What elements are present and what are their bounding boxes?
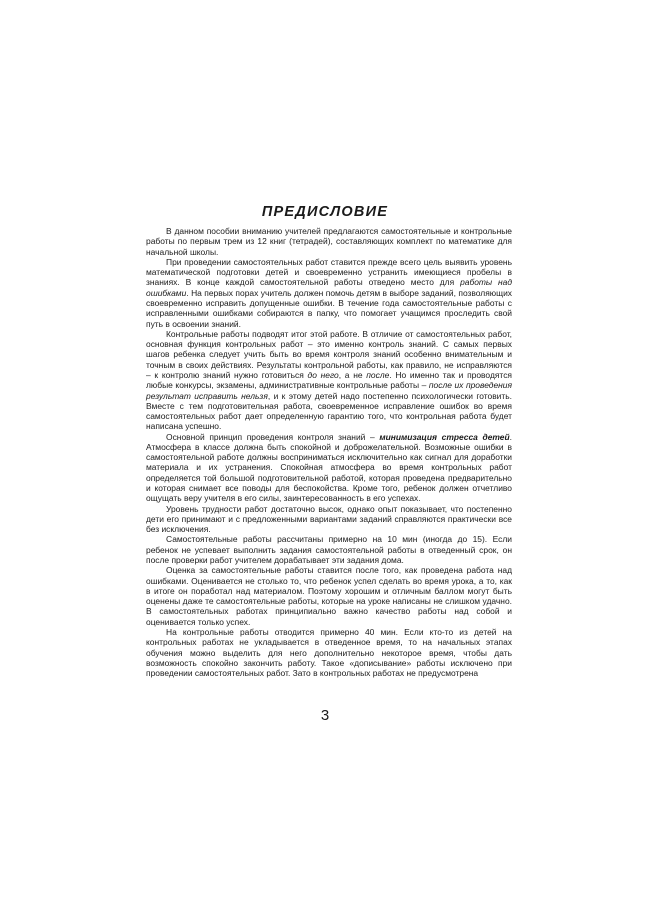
- paragraph-2-emphasis: работы над ошибками: [146, 277, 512, 298]
- paragraph-3-emphasis-2: после: [366, 369, 390, 380]
- paragraph-3-text-c: . Но именно так и проводятся любые конкурсы, экзамены, административные контрольные работы –: [146, 369, 512, 391]
- paragraph-5-text: Уровень трудности работ достаточно высок, однако опыт показывает, что постепенно дети его принимают и с предложенными вариантами заданий справляются практически все без исключения.: [146, 503, 512, 535]
- paragraph-5: [146, 504, 512, 535]
- paragraph-8-text: На контрольные работы отводится примерно 40 мин. Если кто-то из детей на контрольных работах не укладывается в отведенное время, то на начальных этапах обучения можно выделить для него дополнительно некоторое время, чтобы дать возможность спокойно закончить работу. Такое «дописывание» работы исключено при проведении самостоятельных работ. Зато в контрольных работах не предусмотрена: [146, 626, 512, 679]
- page-number: 3: [320, 707, 330, 724]
- paragraph-3-emphasis-3: после их проведения результат исправить нельзя: [146, 380, 512, 401]
- paragraph-2-text-a: При проведении самостоятельных работ ставится прежде всего цель выявить уровень математической подготовки детей и своевременно устранить имеющиеся пробелы в знаниях. В конце каждой самостоятельной работы отведено место для: [146, 256, 512, 288]
- paragraph-3-text-a: Контрольные работы подводят итог этой работе. В отличие от самостоятельных работ, основная функция контрольных работ – это именно контроль знаний. С самых первых шагов ребенка следует учить быть во время контроля знаний особенно внимательным и точным в своих действиях. Результаты контрольной работы, как правило, не исправляются – к контролю знаний нужно готовиться: [146, 328, 512, 380]
- paragraph-3: [146, 329, 512, 432]
- paragraph-1-text: В данном пособии вниманию учителей предлагаются самостоятельные и контрольные работы по первым трем из 12 книг (тетрадей), составляющих комплект по математике для начальной школы.: [146, 226, 512, 257]
- paragraph-7-text: Оценка за самостоятельные работы ставится после того, как проведена работа над ошибками. Оценивается не столько то, что ребенок успел сделать во время урока, а то, как в итоге он поработал над материалом. Поэтому хорошим и отличным баллом могут быть оценены даже те самостоятельные работы, которые на уроке написаны не слишком удачно. В самостоятельных работах принципиально важно качество работы над собой и оценивается только успех.: [146, 565, 512, 627]
- paragraph-2: [146, 257, 512, 329]
- page-title: ПРЕДИСЛОВИЕ: [261, 204, 389, 220]
- paragraph-3-text-d: , и к этому детей надо постепенно психологически готовить. Вместе с тем подготовительная работа, своевременное исправление ошибок во время самостоятельных работ дает определенную гарантию того, что контрольная работа будет написана успешно.: [146, 390, 512, 432]
- paragraph-6: [146, 534, 512, 565]
- paragraph-4-text-b: . Атмосфера в классе должна быть спокойной и доброжелательной. Возможные ошибки в самостоятельной работе должны восприниматься исключительно как сигнал для доработки материала и их устранения. Спокойная атмосфера во время контрольных работ определяется той большой подготовительной работой, которая проведена предварительно и которая снимает все поводы для беспокойства. Кроме того, ребенок должен отчетливо ощущать веру учителя в его силы, заинтересованность в его успехах.: [146, 431, 512, 504]
- paragraph-6-text: Самостоятельные работы рассчитаны примерно на 10 мин (иногда до 15). Если ребенок не успевает выполнить задания самостоятельной работы в отведенный срок, он после проверки работ учителем дорабатывает эти задания дома.: [146, 534, 512, 565]
- paragraph-8: [146, 627, 512, 678]
- paragraph-4-strong-emphasis: минимизация стресса детей: [379, 431, 510, 442]
- paragraph-3-emphasis-1: до него: [307, 369, 339, 380]
- paragraph-3-text-b: , а не: [338, 369, 367, 380]
- paragraph-4: [146, 432, 512, 504]
- paragraph-4-text-a: Основной принцип проведения контроля знаний –: [166, 431, 380, 442]
- paragraph-1: [146, 226, 512, 257]
- preface-body: [146, 226, 512, 678]
- paragraph-7: [146, 565, 512, 627]
- paragraph-2-text-b: . На первых порах учитель должен помочь детям в выборе заданий, позволяющих своевременно исправить допущенные ошибки. В течение года самостоятельные работы с исправленными ошибками собираются в папку, что помогает учащимся проследить свой путь в освоении знаний.: [146, 287, 512, 329]
